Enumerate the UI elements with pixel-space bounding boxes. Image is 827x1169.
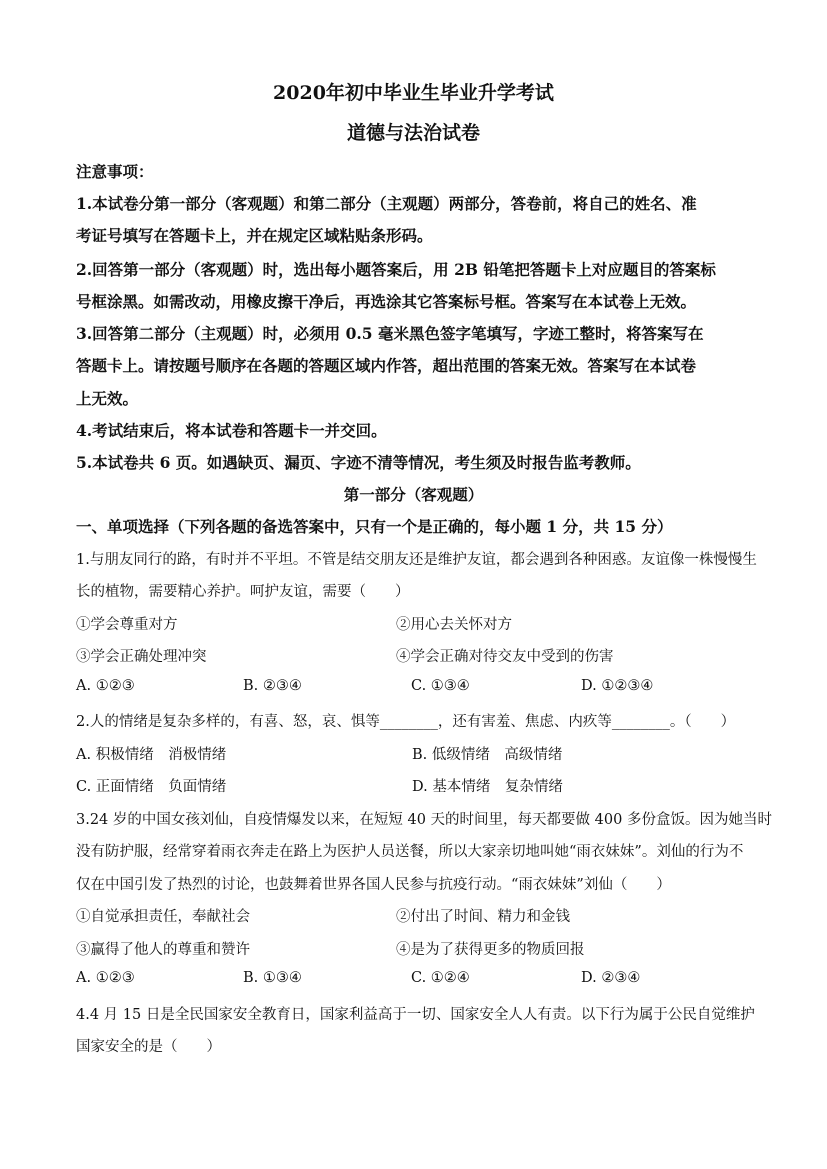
notice-line: 答题卡上。请按题号顺序在各题的答题区域内作答，超出范围的答案无效。答案写在本试卷 [76,356,697,375]
choice-option: C. ①②④ [411,970,470,986]
statement-item: ④学会正确对待交友中受到的伤害 [396,649,614,665]
notice-heading: 注意事项： [76,162,154,181]
notice-line: 2.回答第一部分（客观题）时，选出每小题答案后，用 2B 铅笔把答题卡上对应题目的答案标 [76,260,716,279]
notice-line: 考证号填写在答题卡上，并在规定区域粘贴条形码。 [76,226,433,245]
section-heading: 一、单项选择（下列各题的备选答案中，只有一个是正确的，每小题 1 分，共 15 分） [76,517,673,536]
part-heading: 第一部分（客观题） [343,485,484,504]
statement-item: ③赢得了他人的尊重和赞许 [76,942,250,958]
statement-item: ②用心去关怀对方 [396,617,512,633]
choice-option: D. ②③④ [581,970,641,986]
question-stem: 4.4 月 15 日是全民国家安全教育日，国家利益高于一切、国家安全人人有责。以下行为属于公民自觉维护 [76,1007,755,1023]
statement-item: ①学会尊重对方 [76,617,178,633]
choice-option: D. ①②③④ [581,678,654,694]
notice-line: 5.本试卷共 6 页。如遇缺页、漏页、字迹不清等情况，考生须及时报告监考教师。 [76,453,641,472]
question-stem: 长的植物，需要精心养护。呵护友谊，需要（ ） [76,584,410,600]
choice-option: B. ②③④ [243,678,302,694]
notice-line: 3.回答第二部分（主观题）时，必须用 0.5 毫米黑色签字笔填写，字迹工整时，将答案写在 [76,324,704,343]
question-stem: 仅在中国引发了热烈的讨论，也鼓舞着世界各国人民参与抗疫行动。“雨衣妹妹”刘仙（ ） [76,877,671,893]
question-stem: 国家安全的是（ ） [76,1039,221,1055]
notice-line: 1.本试卷分第一部分（客观题）和第二部分（主观题）两部分，答卷前，将自己的姓名、准 [76,194,697,213]
choice-option: D. 基本情绪 复杂情绪 [412,779,563,795]
choice-option: B. ①③④ [243,970,302,986]
notice-line: 号框涂黑。如需改动，用橡皮擦干净后，再选涂其它答案标号框。答案写在本试卷上无效。 [76,292,697,311]
question-stem: 3.24 岁的中国女孩刘仙，自疫情爆发以来，在短短 40 天的时间里，每天都要做 400 多份盒饭。因为她当时 [76,812,772,828]
question-stem: 没有防护服，经常穿着雨衣奔走在路上为医护人员送餐，所以大家亲切地叫她“雨衣妹妹”。刘仙的行为不 [76,844,744,860]
exam-title: 2020年初中毕业生毕业升学考试 [273,82,554,104]
statement-item: ①自觉承担责任，奉献社会 [76,909,250,925]
question-stem: 2.人的情绪是复杂多样的，有喜、怒，哀、惧等________，还有害羞、焦虑、内疚等________。（ ） [76,714,736,730]
exam-subject-title: 道德与法治试卷 [346,122,480,144]
choice-option: A. ①②③ [76,678,135,694]
notice-line: 上无效。 [76,389,139,408]
statement-item: ③学会正确处理冲突 [76,649,207,665]
choice-option: A. 积极情绪 消极情绪 [76,747,227,763]
choice-option: C. ①③④ [411,678,470,694]
choice-option: A. ①②③ [76,970,135,986]
choice-option: B. 低级情绪 高级情绪 [412,747,563,763]
question-stem: 1.与朋友同行的路，有时并不平坦。不管是结交朋友还是维护友谊，都会遇到各种困惑。友谊像一株慢慢生 [76,552,757,568]
statement-item: ④是为了获得更多的物质回报 [396,942,585,958]
notice-line: 4.考试结束后，将本试卷和答题卡一并交回。 [76,421,387,440]
choice-option: C. 正面情绪 负面情绪 [76,779,227,795]
statement-item: ②付出了时间、精力和金钱 [396,909,570,925]
